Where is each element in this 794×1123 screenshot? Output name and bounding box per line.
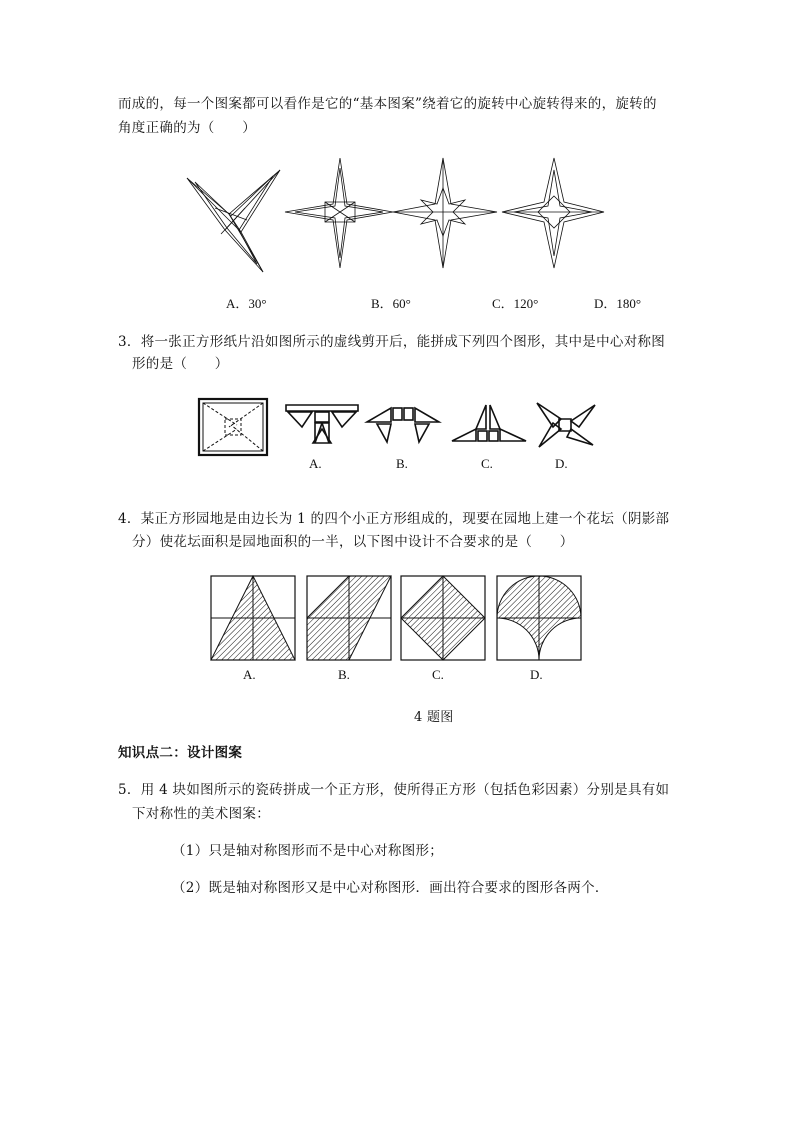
q2-option-a: A．30° — [226, 296, 267, 311]
q3-text-line2: 形的是（ ） — [132, 356, 229, 372]
q3-shape-a — [284, 403, 360, 447]
q3-square-cut-figure — [197, 397, 269, 457]
q4-option-b: B. — [338, 667, 350, 682]
q4-figure-d-fan — [496, 575, 582, 661]
q2-text-line1: 而成的，每一个图案都可以看作是它的“基本图案”绕着它的旋转中心旋转得来的，旋转的 — [118, 96, 657, 112]
q5-item1: （1）只是轴对称图形而不是中心对称图形； — [172, 843, 444, 859]
q5-text-line1: 5．用 4 块如图所示的瓷砖拼成一个正方形，使所得正方形（包括色彩因素）分别是具有如 — [118, 782, 670, 798]
q4-figure-b-parallelogram — [306, 575, 392, 661]
q2-figure-b-star — [285, 158, 395, 270]
q3-option-d: D. — [555, 456, 568, 471]
q3-shape-c — [450, 403, 528, 443]
q4-option-a: A. — [243, 667, 256, 682]
q2-figure-a-star — [185, 168, 285, 278]
q3-text-line1: 3．将一张正方形纸片沿如图所示的虚线剪开后，能拼成下列四个图形，其中是中心对称图 — [118, 334, 666, 350]
q5-item2: （2）既是轴对称图形又是中心对称图形．画出符合要求的图形各两个． — [172, 880, 609, 896]
section-title: 知识点二：设计图案 — [118, 745, 243, 761]
q2-text-line2: 角度正确的为（ ） — [118, 120, 256, 136]
q4-option-d: D. — [530, 667, 543, 682]
q4-text-line2: 分）使花坛面积是园地面积的一半，以下图中设计不合要求的是（ ） — [132, 534, 574, 550]
q5-text-line2: 下对称性的美术图案： — [132, 806, 270, 822]
q3-shape-b — [365, 406, 441, 444]
q3-option-a: A. — [309, 456, 322, 471]
q4-figure-a-triangle — [210, 575, 296, 661]
q2-figure-d-star — [500, 158, 606, 270]
q3-option-b: B. — [396, 456, 408, 471]
q2-figure-c-star — [393, 158, 499, 270]
q4-text-line1: 4．某正方形园地是由边长为 1 的四个小正方形组成的，现要在园地上建一个花坛（阴影部 — [118, 511, 670, 527]
q4-caption: 4 题图 — [414, 710, 454, 725]
q2-option-d: D．180° — [594, 296, 642, 311]
q4-option-c: C. — [432, 667, 444, 682]
q2-option-b: B．60° — [371, 296, 411, 311]
q3-option-c: C. — [481, 456, 493, 471]
q2-option-c: C．120° — [492, 296, 539, 311]
q4-figure-c-diamond — [400, 575, 486, 661]
q3-shape-d — [533, 401, 599, 449]
